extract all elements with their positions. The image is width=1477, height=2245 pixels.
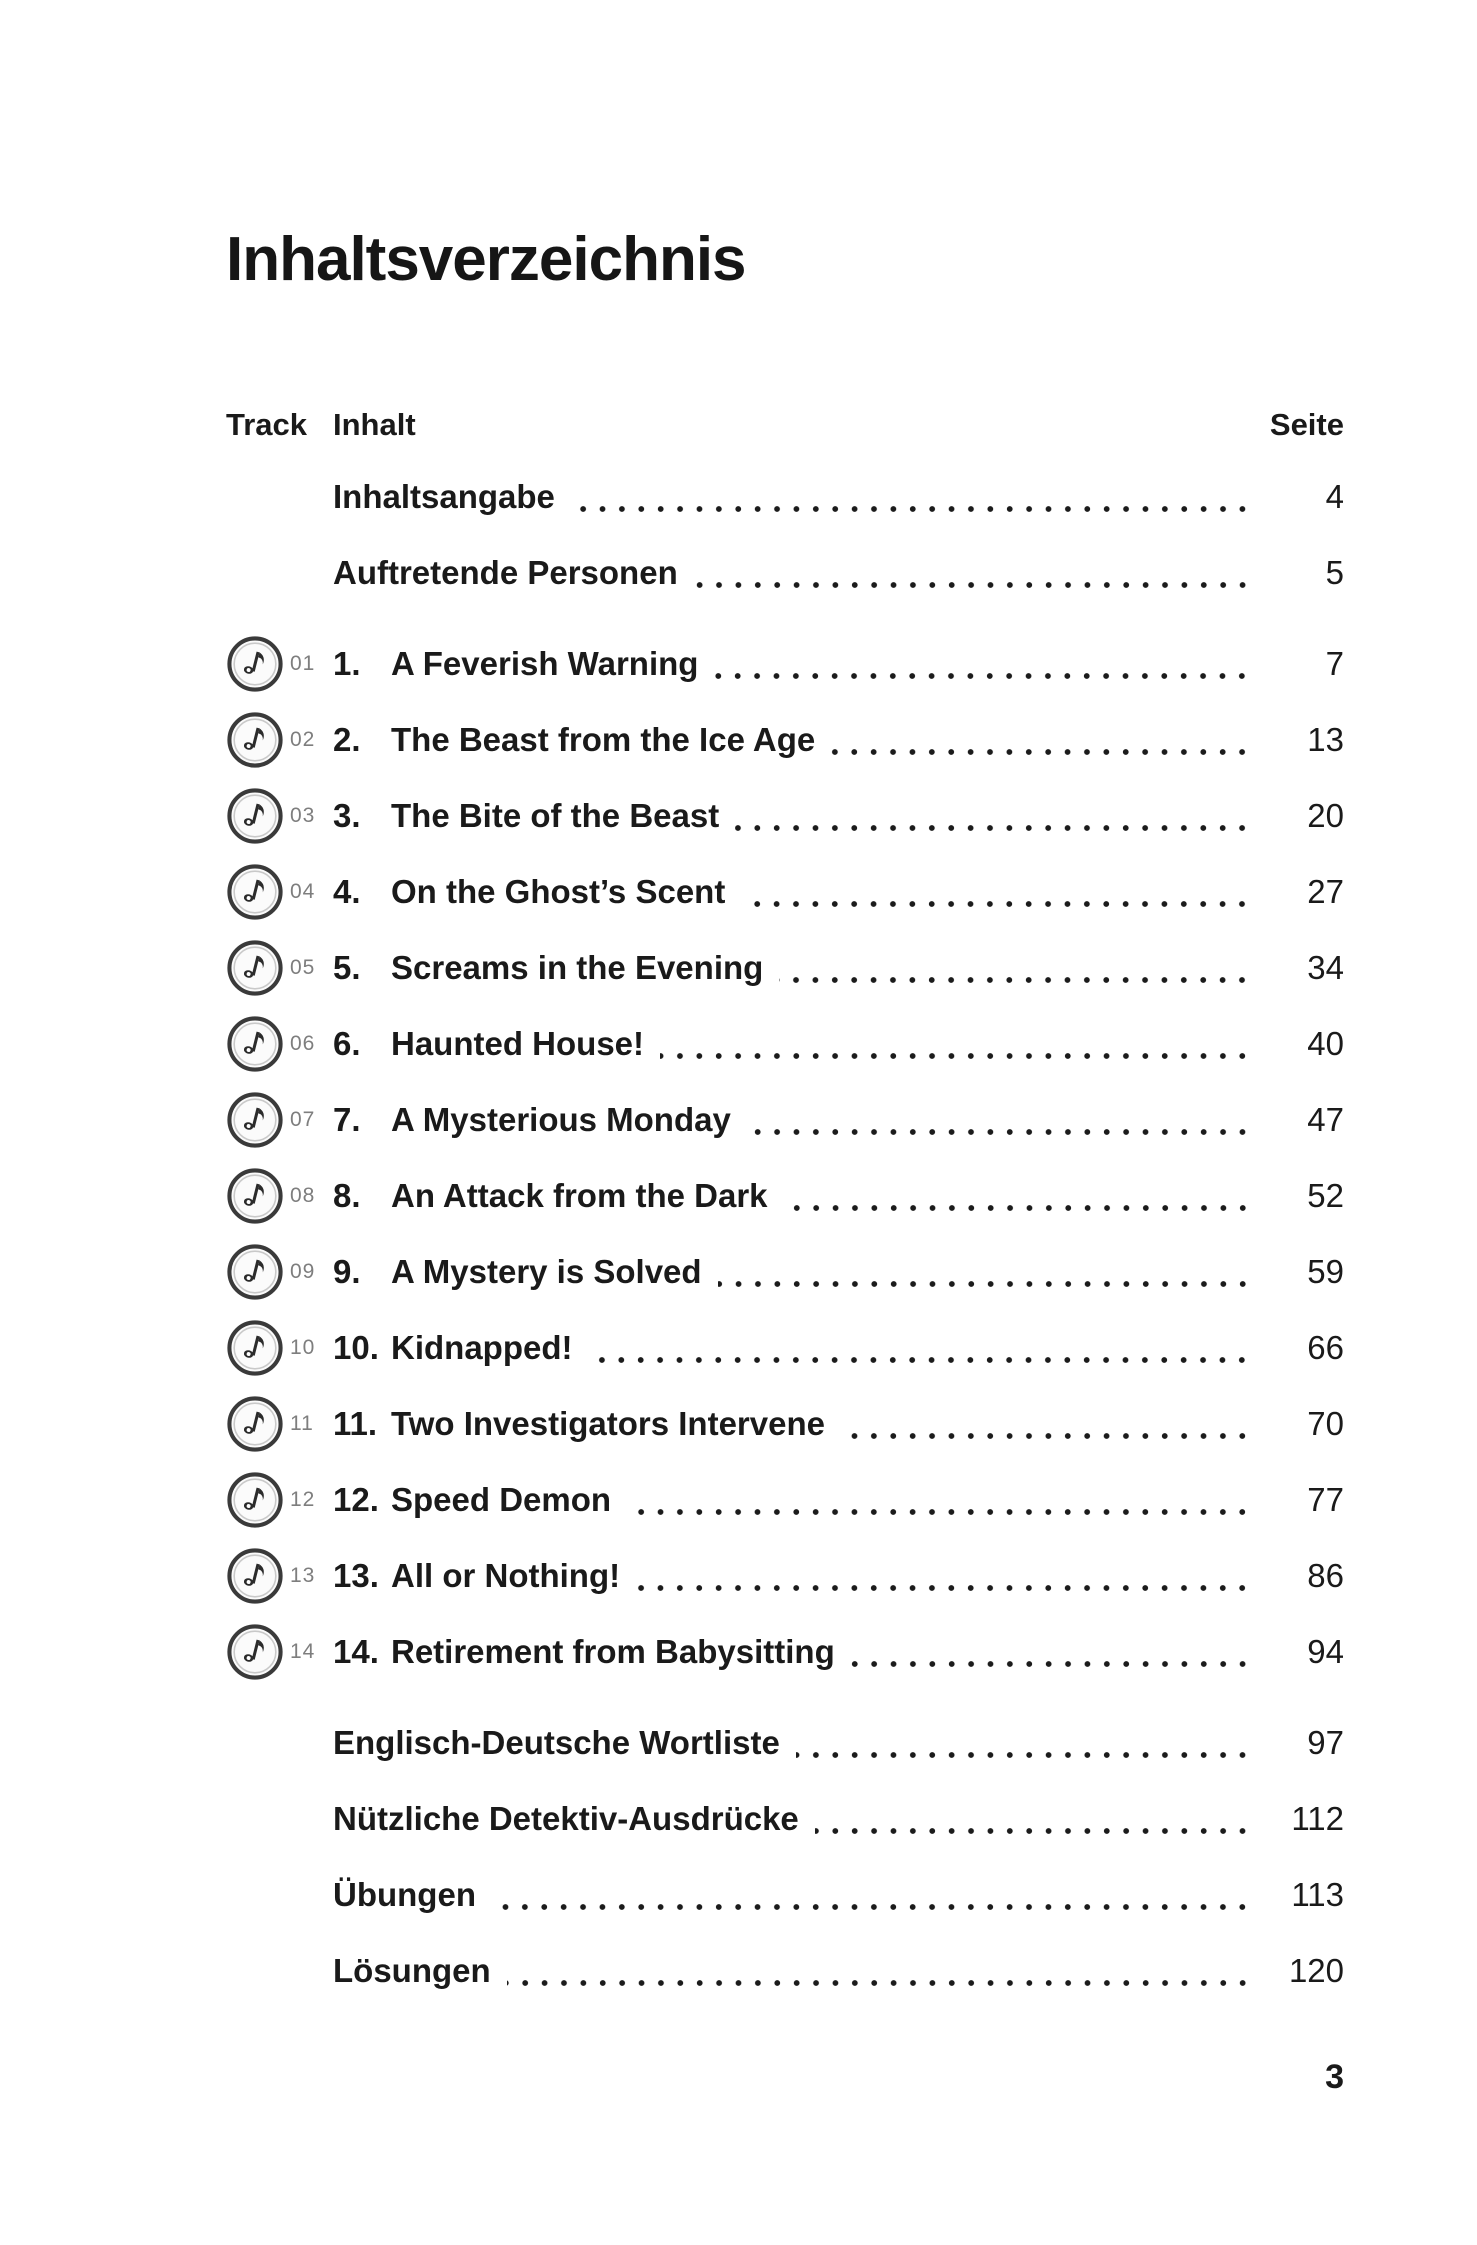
page-ref: 5 — [1325, 554, 1344, 591]
dot-leader — [815, 1781, 1254, 1857]
entry-title: A Feverish Warning — [391, 645, 699, 682]
chapter-number: 1. — [333, 645, 361, 682]
page-ref: 13 — [1307, 721, 1344, 758]
toc-row — [226, 1234, 1344, 1310]
track-cell — [226, 1015, 333, 1073]
page-ref: 113 — [1291, 1876, 1344, 1913]
track-number: 13 — [290, 1564, 316, 1587]
toc-row — [226, 1857, 1344, 1933]
entry-title: Nützliche Detektiv-Ausdrücke — [333, 1800, 799, 1837]
page-ref: 94 — [1307, 1633, 1344, 1670]
chapter-number: 7. — [333, 1101, 361, 1138]
dot-leader — [571, 459, 1254, 535]
dot-leader — [714, 626, 1254, 702]
dot-leader — [796, 1705, 1254, 1781]
page-number-folio: 3 — [1325, 2058, 1344, 2096]
entry-title: The Bite of the Beast — [391, 797, 720, 834]
track-number: 10 — [290, 1336, 316, 1359]
page-ref: 34 — [1307, 949, 1344, 986]
dot-leader — [741, 854, 1254, 930]
entry-title: Inhaltsangabe — [333, 478, 555, 515]
page-ref: 86 — [1307, 1557, 1344, 1594]
page-ref: 40 — [1307, 1025, 1344, 1062]
entry-title: Kidnapped! — [391, 1329, 573, 1366]
dot-leader — [588, 1310, 1254, 1386]
track-number: 09 — [290, 1260, 316, 1283]
chapter-number: 10. — [333, 1329, 379, 1366]
entry-title: The Beast from the Ice Age — [391, 721, 816, 758]
page-ref: 4 — [1325, 478, 1344, 515]
toc-row — [226, 1386, 1344, 1462]
entry-title: Übungen — [333, 1876, 476, 1913]
toc-header — [226, 407, 1344, 443]
toc-row — [226, 626, 1344, 702]
dot-leader — [492, 1857, 1254, 1933]
dot-leader — [627, 1462, 1254, 1538]
dot-leader — [694, 535, 1254, 611]
dot-leader — [718, 1234, 1254, 1310]
chapter-number: 4. — [333, 873, 361, 910]
track-number: 05 — [290, 956, 316, 979]
track-cell — [226, 711, 333, 769]
track-cell — [226, 1243, 333, 1301]
dot-leader — [851, 1614, 1254, 1690]
cd-audio-track-icon — [226, 1319, 284, 1377]
dot-leader — [831, 702, 1254, 778]
toc-row — [226, 1705, 1344, 1781]
cd-audio-track-icon — [226, 863, 284, 921]
cd-audio-track-icon — [226, 1243, 284, 1301]
dot-leader — [660, 1006, 1254, 1082]
track-number: 02 — [290, 728, 316, 751]
chapter-number: 9. — [333, 1253, 361, 1290]
entry-title: Auftretende Personen — [333, 554, 678, 591]
entry-title: Speed Demon — [391, 1481, 612, 1518]
chapter-number: 2. — [333, 721, 361, 758]
page-title: Inhaltsverzeichnis — [226, 225, 746, 294]
track-cell — [226, 787, 333, 845]
toc-row — [226, 1614, 1344, 1690]
track-cell — [226, 1091, 333, 1149]
page-ref: 47 — [1307, 1101, 1344, 1138]
track-number: 08 — [290, 1184, 316, 1207]
page-ref: 27 — [1307, 873, 1344, 910]
page-ref: 120 — [1288, 1952, 1344, 1989]
page-ref: 66 — [1307, 1329, 1344, 1366]
toc-header-track: Track — [226, 407, 308, 442]
cd-audio-track-icon — [226, 1471, 284, 1529]
dot-leader — [747, 1082, 1254, 1158]
toc-row — [226, 1082, 1344, 1158]
page-ref: 7 — [1325, 645, 1344, 682]
entry-title: Lösungen — [333, 1952, 491, 1989]
chapter-number: 14. — [333, 1633, 379, 1670]
track-number: 03 — [290, 804, 316, 827]
toc-row — [226, 702, 1344, 778]
toc-row — [226, 1781, 1344, 1857]
entry-title: Retirement from Babysitting — [391, 1633, 835, 1670]
chapter-number: 12. — [333, 1481, 379, 1518]
page-ref: 52 — [1307, 1177, 1344, 1214]
page-ref: 70 — [1307, 1405, 1344, 1442]
chapter-number: 5. — [333, 949, 361, 986]
entry-title: All or Nothing! — [391, 1557, 621, 1594]
dot-leader — [735, 778, 1254, 854]
track-number: 11 — [290, 1412, 314, 1435]
track-cell — [226, 1471, 333, 1529]
toc-row — [226, 1006, 1344, 1082]
track-cell — [226, 1547, 333, 1605]
track-number: 14 — [290, 1640, 316, 1663]
track-cell — [226, 635, 333, 693]
page-content — [226, 0, 1344, 2009]
toc-row — [226, 1933, 1344, 2009]
cd-audio-track-icon — [226, 939, 284, 997]
entry-title: On the Ghost’s Scent — [391, 873, 726, 910]
track-cell — [226, 1623, 333, 1681]
track-cell — [226, 1319, 333, 1377]
cd-audio-track-icon — [226, 635, 284, 693]
dot-leader — [841, 1386, 1254, 1462]
track-cell — [226, 939, 333, 997]
chapter-number: 13. — [333, 1557, 379, 1594]
track-cell — [226, 1395, 333, 1453]
track-number: 07 — [290, 1108, 316, 1131]
entry-title: An Attack from the Dark — [391, 1177, 768, 1214]
toc-row — [226, 459, 1344, 535]
track-number: 04 — [290, 880, 316, 903]
toc-row — [226, 778, 1344, 854]
toc-row — [226, 535, 1344, 611]
track-number: 01 — [290, 652, 316, 675]
cd-audio-track-icon — [226, 787, 284, 845]
chapter-number: 8. — [333, 1177, 361, 1214]
toc-row — [226, 1462, 1344, 1538]
track-cell — [226, 863, 333, 921]
page-ref: 59 — [1307, 1253, 1344, 1290]
entry-title: A Mystery is Solved — [391, 1253, 702, 1290]
cd-audio-track-icon — [226, 711, 284, 769]
cd-audio-track-icon — [226, 1015, 284, 1073]
toc-header-content: Inhalt — [333, 407, 416, 442]
toc-row — [226, 854, 1344, 930]
chapter-number: 6. — [333, 1025, 361, 1062]
cd-audio-track-icon — [226, 1167, 284, 1225]
toc-header-page: Seite — [1269, 407, 1344, 442]
entry-title: Screams in the Evening — [391, 949, 764, 986]
dot-leader — [784, 1158, 1254, 1234]
toc-row — [226, 1158, 1344, 1234]
dot-leader — [507, 1933, 1254, 2009]
page-ref: 20 — [1307, 797, 1344, 834]
cd-audio-track-icon — [226, 1547, 284, 1605]
toc-row — [226, 1310, 1344, 1386]
entry-title: A Mysterious Monday — [391, 1101, 731, 1138]
toc-row — [226, 1538, 1344, 1614]
toc-list — [226, 459, 1344, 2009]
chapter-number: 3. — [333, 797, 361, 834]
cd-audio-track-icon — [226, 1091, 284, 1149]
page-ref: 112 — [1291, 1800, 1344, 1837]
chapter-number: 11. — [333, 1405, 378, 1442]
dot-leader — [779, 930, 1254, 1006]
cd-audio-track-icon — [226, 1395, 284, 1453]
entry-title: Haunted House! — [391, 1025, 645, 1062]
track-number: 12 — [290, 1488, 316, 1511]
entry-title: Englisch-Deutsche Wortliste — [333, 1724, 780, 1761]
track-number: 06 — [290, 1032, 316, 1055]
cd-audio-track-icon — [226, 1623, 284, 1681]
page-ref: 77 — [1307, 1481, 1344, 1518]
entry-title: Two Investigators Intervene — [391, 1405, 825, 1442]
track-cell — [226, 1167, 333, 1225]
page-ref: 97 — [1307, 1724, 1344, 1761]
toc-row — [226, 930, 1344, 1006]
dot-leader — [636, 1538, 1254, 1614]
